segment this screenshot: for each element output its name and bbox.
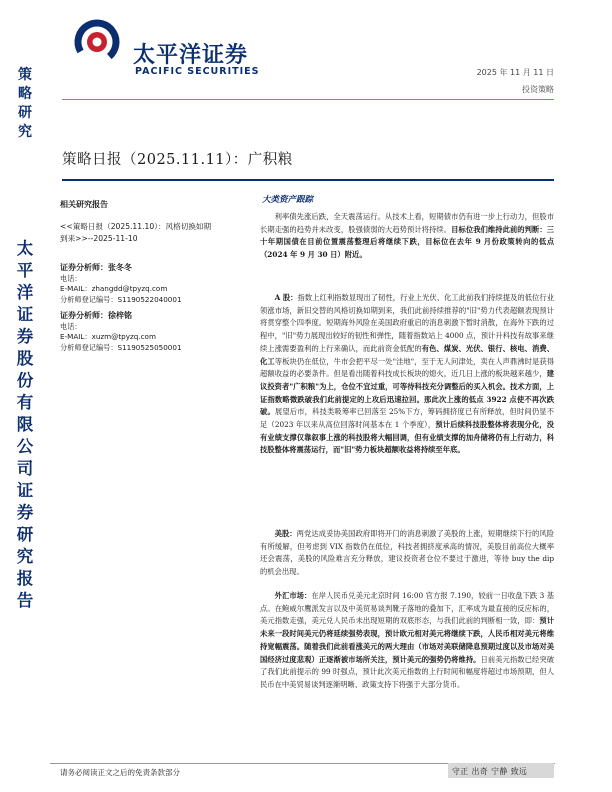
paragraph-text: 日前美元指数已经突破了我们此前提示的 99 时强点，预计此次美元指数的上行时间和幅度将超过市场预期，但人民币在中美贸易谈判逐渐明晰、政策支持下将强于大部分货币。 [260, 654, 555, 689]
analyst-title-line [60, 311, 218, 322]
analyst-cert: 分析师登记编号：S1190522040001 [60, 294, 182, 304]
analyst-title-line [60, 263, 218, 274]
paragraph-text: 在岸人民币兑美元北京时间 16:00 官方报 7.190，较前一日收盘下跌 3 基点。在鲍威尔鹰派发言以及中美贸易谈判靴子落地的叠加下，汇率成为最直接的反应标的，美元指数走强，美元兑人民币未出现短期的双底形态，与我们此前的判断相一致，即： [260, 591, 555, 626]
paragraph-lead: A 股： [274, 293, 298, 302]
paragraph-text: 指数上红利指数显现出了韧性，行业上光伏、化工此前我们持续提及的低位行业领涨市场，新旧交替的风格切换如期到来，我们此前持续推荐的"旧"势力代表超额表现预计将贯穿整个四季度。短期海外风险在美国政府重启的消息刺激下暂时消散，在海外下跌的过程中，"旧"势力展现出较好的韧性和弹性，随着指数站上 4000 点，预计升科技有故事来继续上涨需要盈利的上行来确认，而此前资金低配的 [260, 293, 555, 353]
paragraph-bold-text: 有色、煤炭、光伏、银行、核电、消费、化工 [260, 343, 555, 366]
analyst-name: 张冬冬 [108, 263, 132, 272]
paragraph-bold-text: 预计后续科技股整体将表现分化，没有业绩支撑仅靠叙事上涨的科技股将大幅回调，但有业绩支撑的加舟储将仍有上行动力，科技股整体将震荡运行，而"旧"势力板块超额收益将持续至年底。 [260, 420, 554, 455]
paragraph-text: 两党达成妥协美国政府即将开门的消息刺激了美股的上涨，短期继续下行的风险有所缓解，但考虑到 VIX 指数仍在低位，科技者拥挤度承高的情况，美股目前高位大概率还会震荡，美股的风险难言充分释放，建议投资者仓位不要过于激进，等待 buy the dip 的机会出现。 [260, 529, 555, 577]
paragraph-bold-text: 建议投资者"广积粮"为上，仓位不宜过重，可等待科技充分调整后的买入机会。技术方面，上证指数略微跌破我们此前提定的上攻后迅速拉回。那此次上涨的低点 3922 点使不再次跌破。 [260, 369, 554, 417]
related-report-link[interactable]: <<策略日报（2025.11.10）：风格切换如期到来>>--2025-11-10 [60, 222, 212, 243]
report-date: 2025 年 11 月 11 日 [476, 68, 554, 77]
sidebar-section-label: 策略研究 [18, 67, 32, 140]
paragraph-fx [260, 590, 554, 692]
report-title: 策略日报（2025.11.11）：广积粮 [62, 152, 293, 168]
analyst-phone: 电话： [60, 273, 82, 283]
company-logo-icon [72, 16, 122, 68]
analyst-block [60, 263, 218, 305]
analyst-title: 证券分析师： [60, 311, 108, 320]
sidebar-company-name: 太平洋证券股份有限公司证券研究报告 [16, 239, 34, 610]
paragraph-rates [260, 211, 554, 262]
analyst-phone: 电话： [60, 321, 82, 331]
paragraph-text: 等板块仍在低位，牛市会把平尽一处"洼地"，至于无人问津处，卖在人声鼎沸时是获得超额收益的必要条件。但是看出随着科技成长板块的熄火，近几日上涨的板块越来越少， [260, 356, 554, 379]
paragraph-lead: 美股： [274, 529, 297, 538]
report-category: 投资策略 [522, 85, 554, 94]
related-research-heading: 相关研究报告 [60, 200, 108, 209]
paragraph-us-stocks [260, 528, 554, 579]
analyst-block [60, 311, 218, 353]
company-logo-english: PACIFIC SECURITIES [135, 66, 260, 77]
header-divider [62, 99, 554, 100]
footer-disclaimer: 请务必阅读正文之后的免责条款部分 [60, 768, 180, 777]
footer-motto: 守正 出奇 宁静 致远 [452, 767, 528, 776]
company-logo-text: 太平洋证券 [133, 43, 249, 68]
paragraph-text: 利率债先涨后跌，全天震荡运行。从技术上看，短期债市仍有进一步上行动力，但股市长期走强的趋势并未改变，股强债弱的大趋势预计将持续。 [260, 212, 554, 234]
paragraph-a-shares [260, 292, 554, 457]
paragraph-text: 展望后市，科技类吸筹率已回落至 25%下方，筹码拥挤度已有所释放，但时间仍显不足（2023 年以来从高位回落时间基本在 1 个季度）， [260, 407, 554, 430]
analyst-email[interactable]: E-MAIL：zhangdd@tpyzq.com [60, 284, 168, 293]
analyst-title: 证券分析师： [60, 263, 108, 272]
paragraph-bold-text: 目标位我们维持此前的判断：三十年期国债在目前位置震荡整理后将继续下跌，目标位在去年 9 月份政策转向的低点（2024 年 9 月 30 日）附近。 [260, 224, 555, 260]
title-divider [62, 179, 554, 181]
paragraph-lead: 外汇市场： [274, 591, 312, 600]
analyst-name: 徐梓铭 [108, 311, 132, 320]
analyst-cert: 分析师登记编号：S1190525050001 [60, 342, 182, 352]
analyst-email[interactable]: E-MAIL：xuzm@tpyzq.com [60, 332, 156, 341]
paragraph-bold-text: 预计未来一段时间美元仍将延续强势表现，预计欧元相对美元将继续下跌，人民币相对美元将维持宽幅震荡。随着我们此前看涨美元的两大理由（市场对美联储降息预期过度以及市场对美国经济过度悲观）正逐渐被市场所关注，预计美元的强势仍将维持。 [260, 616, 555, 664]
section-tag: 大类资产跟踪 [262, 195, 314, 205]
